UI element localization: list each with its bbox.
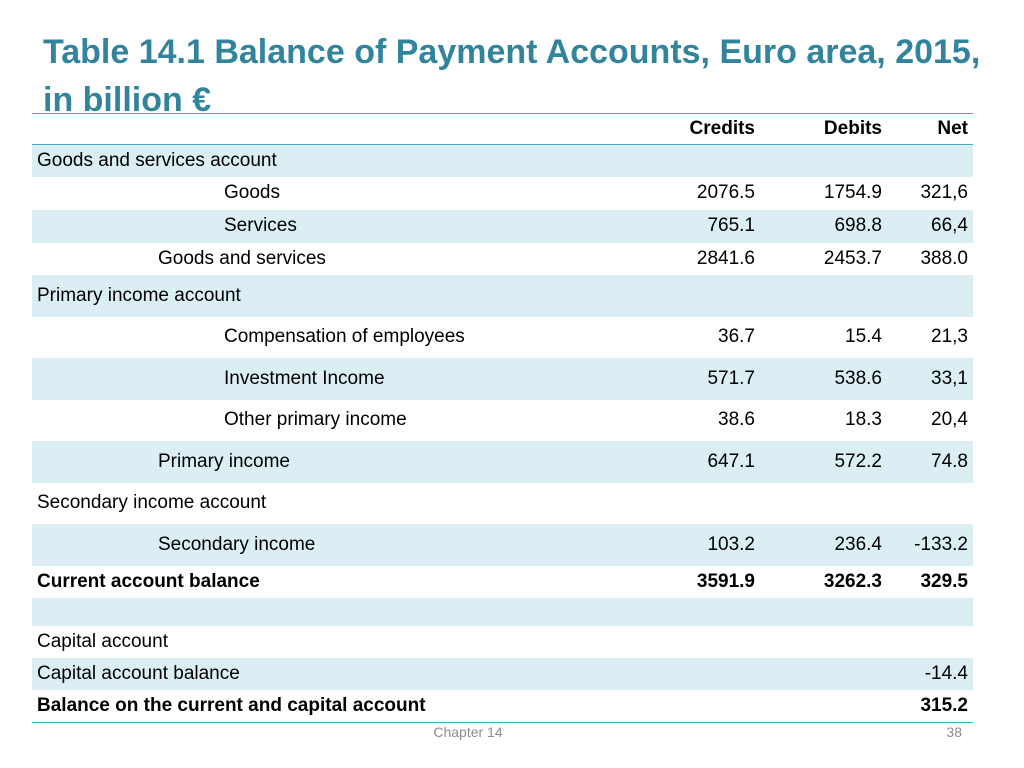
net-cell: 20,4 [931,409,968,430]
table-row [32,566,973,598]
net-cell [887,626,973,658]
credits-cell: 647.1 [638,441,760,483]
credits-cell: 36.7 [718,326,755,347]
net-cell: 388.0 [920,247,968,269]
balance-of-payments-table-container [32,113,973,723]
header-debits: Debits [760,114,887,145]
credits-cell: 38.6 [718,409,755,430]
debits-cell: 572.2 [760,441,887,483]
header-cell-label [32,114,638,145]
net-cell: 315.2 [920,694,968,716]
table-row [32,243,973,275]
row-label: Current account balance [37,570,260,592]
debits-cell [760,598,887,626]
table-row [32,483,973,524]
table-row [32,441,973,483]
credits-cell [638,658,760,690]
net-cell [887,598,973,626]
debits-cell: 236.4 [760,524,887,566]
row-label: Primary income account [32,275,638,317]
table-row [32,275,973,317]
credits-cell [638,145,760,177]
credits-cell: 103.2 [638,524,760,566]
row-label: Capital account [37,630,168,652]
credits-cell: 571.7 [638,358,760,400]
debits-cell [760,658,887,690]
net-cell: 74.8 [887,441,973,483]
credits-cell [638,690,760,723]
credits-cell [638,626,760,658]
row-label: Secondary income account [37,492,267,513]
row-label: Capital account balance [32,658,638,690]
net-cell [887,275,973,317]
row-label: Balance on the current and capital account [37,694,426,716]
debits-cell: 698.8 [760,210,887,243]
table-row [32,400,973,441]
net-cell: 33,1 [887,358,973,400]
credits-cell: 2841.6 [696,247,755,269]
credits-cell: 3591.9 [696,570,755,592]
net-cell: 321,6 [920,182,968,203]
table-row [32,358,973,400]
debits-cell [760,145,887,177]
debits-cell: 2453.7 [823,247,882,269]
net-cell: 21,3 [931,326,968,347]
debits-cell: 15.4 [845,326,882,347]
credits-cell [638,598,760,626]
debits-cell [760,483,887,524]
footer-chapter: Chapter 14 [433,724,503,740]
net-cell: 66,4 [887,210,973,243]
debits-cell: 3262.3 [823,570,882,592]
debits-cell: 18.3 [845,409,882,430]
net-cell [887,483,973,524]
row-label: Investment Income [32,358,638,400]
row-label: Other primary income [224,409,407,430]
table-row [32,658,973,690]
debits-cell [760,275,887,317]
credits-cell [638,275,760,317]
net-cell: -14.4 [887,658,973,690]
net-cell [887,145,973,177]
row-label [32,598,638,626]
net-cell: -133.2 [887,524,973,566]
debits-cell [760,626,887,658]
row-label: Secondary income [32,524,638,566]
table-row [32,524,973,566]
row-label: Goods [224,182,280,203]
header-credits: Credits [638,114,760,145]
row-label: Goods and services account [32,145,638,177]
credits-cell: 765.1 [638,210,760,243]
table-row [32,210,973,243]
net-cell: 329.5 [920,570,968,592]
balance-of-payments-table [32,113,973,723]
table-row [32,317,973,358]
row-label: Compensation of employees [224,326,465,347]
credits-cell [638,483,760,524]
table-row [32,598,973,626]
header-row [32,114,973,145]
page-number: 38 [946,724,962,740]
header-net: Net [887,114,973,145]
table-row [32,690,973,723]
table-row [32,145,973,177]
row-label: Primary income [32,441,638,483]
credits-cell: 2076.5 [696,182,755,203]
row-label: Services [32,210,638,243]
debits-cell: 538.6 [760,358,887,400]
table-row [32,177,973,210]
row-label: Goods and services [158,247,326,269]
slide-title: Table 14.1 Balance of Payment Accounts, Euro area, 2015, in billion € [43,33,981,119]
debits-cell: 1754.9 [823,182,882,203]
table-row [32,626,973,658]
debits-cell [760,690,887,723]
